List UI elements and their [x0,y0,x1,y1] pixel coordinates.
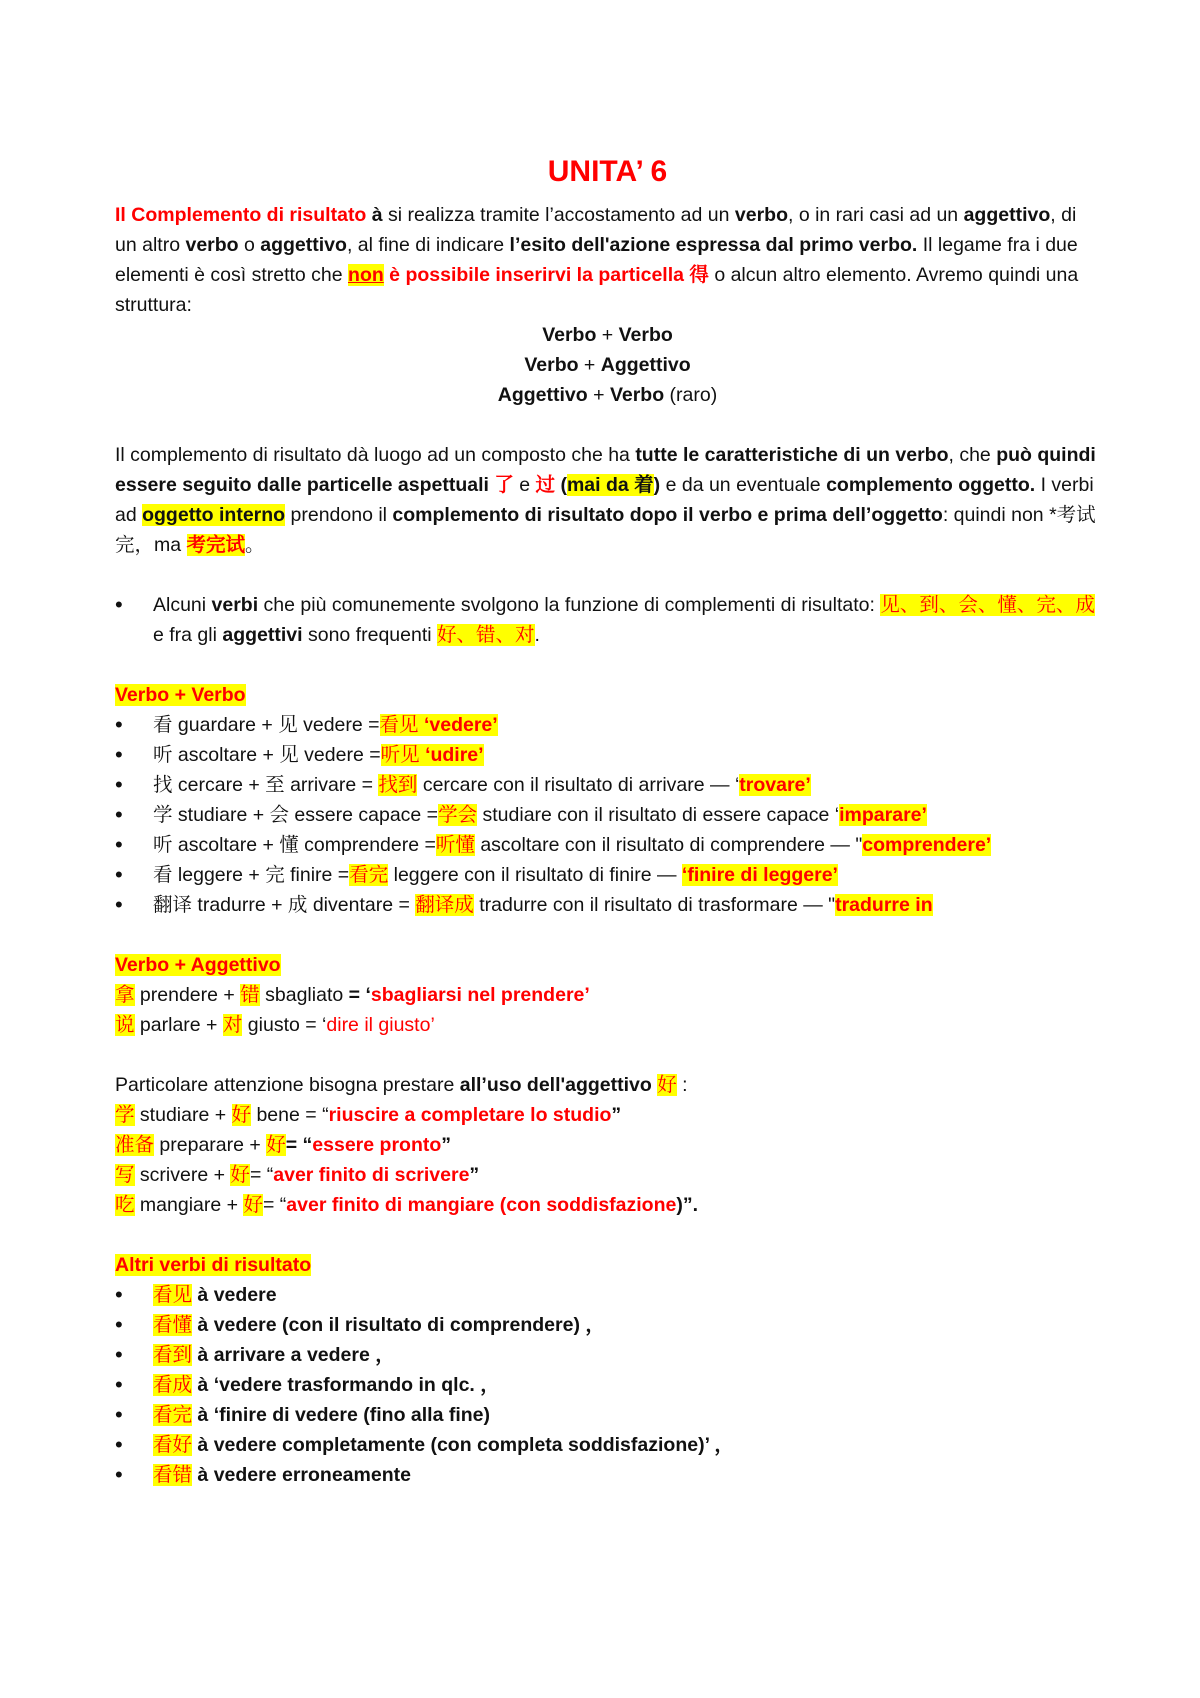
highlight-mai-da: mai da 着 [566,474,654,496]
list-item: 吃 mangiare + 好= “aver finito di mangiare (con soddisfazione)”. [115,1194,699,1216]
hao-list [115,1100,1100,1220]
verbo-verbo-list [115,710,1100,920]
structure-line: Verbo + Verbo [542,324,673,346]
verbo-aggettivo-list [115,980,1100,1040]
section-heading-verbo-verbo: Verbo + Verbo [115,684,246,706]
list-item: • 看 leggere + 完 finire =看完 leggere con il risultato di finire — ‘finire di leggere’ [115,860,1100,890]
list-item: • 看见 à vedere [115,1280,1100,1310]
list-item: • 学 studiare + 会 essere capace =学会 studiare con il risultato di essere capace ‘imparare’ [115,800,1100,830]
list-item: • 看懂 à vedere (con il risultato di comprendere) ， [115,1310,1100,1340]
section-heading-verbo-aggettivo: Verbo + Aggettivo [115,954,281,976]
list-item: • 听 ascoltare + 懂 comprendere =听懂 ascoltare con il risultato di comprendere — "comprendere’ [115,830,1100,860]
altri-verbi-list [115,1280,1100,1490]
hao-intro: Particolare attenzione bisogna prestare all’uso dell'aggettivo 好 : [115,1074,688,1096]
highlight-oggetto-interno: oggetto interno [142,504,286,526]
list-item: • 看 guardare + 见 vedere =看见 ‘vedere’ [115,710,1100,740]
list-item: • 翻译 tradurre + 成 diventare = 翻译成 tradurre con il risultato di trasformare — "tradurre in [115,890,1100,920]
intro-paragraph: Il Complemento di risultato à si realizza tramite l’accostamento ad un verbo, o in rari casi ad un aggettivo, di un altro verbo o aggettivo, al fine di indicare l’esito dell'azione espressa dal primo verbo. Il legame fra i due elementi è così stretto che non è possibile inserirvi la particella 得 o alcun altro elemento. Avremo quindi una struttura: [115,204,1079,316]
highlight-kaowanshi: 考完试 [186,534,246,556]
list-item: • 看错 à vedere erroneamente [115,1460,1100,1490]
list-item: • 看完 à ‘finire di vedere (fino alla fine) [115,1400,1100,1430]
list-item: • 看到 à arrivare a vedere ， [115,1340,1100,1370]
list-item: • 找 cercare + 至 arrivare = 找到 cercare con il risultato di arrivare — ‘trovare’ [115,770,1100,800]
structure-line: Verbo + Aggettivo [524,354,691,376]
paragraph-composto: Il complemento di risultato dà luogo ad un composto che ha tutte le caratteristiche di un verbo, che può quindi essere seguito dalle particelle aspettuali 了 e 过 (mai da 着) e da un eventuale complemento oggetto. I verbi ad oggetto interno prendono il complemento di risultato dopo il verbo e prima dell’oggetto: quindi non *考试完，ma 考完试。 [115,444,1096,556]
page-title: UNITA’ 6 [547,155,668,188]
list-item: 准备 preparare + 好= “essere pronto” [115,1134,452,1156]
structure-line: Aggettivo + Verbo (raro) [497,384,718,406]
list-item: • Alcuni verbi che più comunemente svolgono la funzione di complementi di risultato: 见、到、会、懂、完、成 e fra gli aggettivi sono frequenti 好、错、对. [115,590,1100,650]
list-item: 说 parlare + 对 giusto = ‘dire il giusto’ [115,1014,435,1036]
list-item: 写 scrivere + 好= “aver finito di scrivere” [115,1164,480,1186]
highlight-non: non [348,264,384,286]
term-complemento: Il Complemento di risultato [115,204,367,226]
section-heading-altri-verbi: Altri verbi di risultato [115,1254,312,1276]
highlight-adjectives: 好、错、对 [437,624,535,646]
highlight-verbs: 见、到、会、懂、完、成 [880,594,1095,616]
list-item: 学 studiare + 好 bene = “riuscire a completare lo studio” [115,1104,622,1126]
list-item: • 听 ascoltare + 见 vedere =听见 ‘udire’ [115,740,1100,770]
common-verbs-list [115,590,1100,650]
structure-list [115,320,1100,410]
list-item: • 看成 à ‘vedere trasformando in qlc. ， [115,1370,1100,1400]
list-item: • 看好 à vedere completamente (con completa soddisfazione)’ ， [115,1430,1100,1460]
list-item: 拿 prendere + 错 sbagliato = ‘sbagliarsi nel prendere’ [115,984,590,1006]
